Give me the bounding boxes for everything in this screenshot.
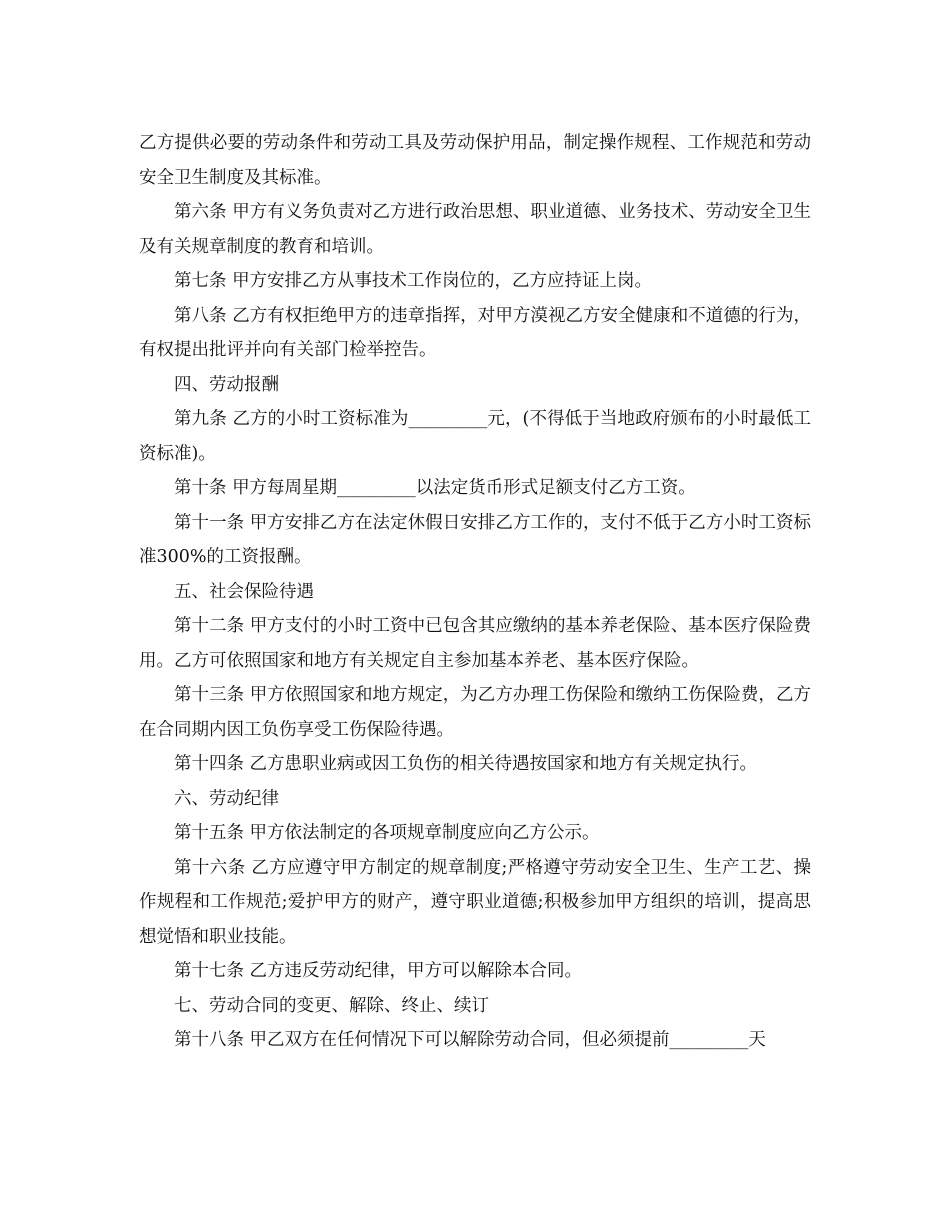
paragraph: 第十三条 甲方依照国家和地方规定，为乙方办理工伤保险和缴纳工伤保险费，乙方在合同期内因工负伤享受工伤保险待遇。 — [139, 685, 811, 740]
paragraph: 第十五条 甲方依法制定的各项规章制度应向乙方公示。 — [174, 823, 600, 843]
paragraph: 七、劳动合同的变更、解除、终止、续订 — [174, 995, 489, 1016]
paragraph: 第十八条 甲乙双方在任何情况下可以解除劳动合同，但必须提前_________天 — [174, 1030, 766, 1050]
paragraph: 六、劳动纪律 — [174, 788, 279, 809]
paragraph: 第六条 甲方有义务负责对乙方进行政治思想、职业道德、业务技术、劳动安全卫生及有关规章制度的教育和培训。 — [139, 202, 811, 257]
paragraph: 第九条 乙方的小时工资标准为_________元，(不得低于当地政府颁布的小时最低工资标准)。 — [139, 409, 811, 464]
paragraph: 第八条 乙方有权拒绝甲方的违章指挥，对甲方漠视乙方安全健康和不道德的行为，有权提出批评并向有关部门检举控告。 — [139, 305, 811, 360]
paragraph: 第十四条 乙方患职业病或因工负伤的相关待遇按国家和地方有关规定执行。 — [174, 754, 758, 774]
paragraph: 四、劳动报酬 — [174, 374, 279, 395]
paragraph: 第十六条 乙方应遵守甲方制定的规章制度;严格遵守劳动安全卫生、生产工艺、操作规程和工作规范;爱护甲方的财产，遵守职业道德;积极参加甲方组织的培训，提高思想觉悟和职业技能。 — [139, 857, 811, 947]
paragraph: 第十二条 甲方支付的小时工资中已包含其应缴纳的基本养老保险、基本医疗保险费用。乙方可依照国家和地方有关规定自主参加基本养老、基本医疗保险。 — [139, 616, 811, 671]
paragraph: 第十一条 甲方安排乙方在法定休假日安排乙方工作的，支付不低于乙方小时工资标准300%的工资报酬。 — [139, 512, 811, 567]
paragraph: 五、社会保险待遇 — [174, 581, 314, 602]
document-body — [139, 126, 811, 1058]
paragraph: 第十条 甲方每周星期_________以法定货币形式足额支付乙方工资。 — [174, 478, 696, 498]
paragraph: 第七条 甲方安排乙方从事技术工作岗位的，乙方应持证上岗。 — [174, 271, 653, 291]
paragraph: 第十七条 乙方违反劳动纪律，甲方可以解除本合同。 — [174, 961, 583, 981]
paragraph: 乙方提供必要的劳动条件和劳动工具及劳动保护用品，制定操作规程、工作规范和劳动安全卫生制度及其标准。 — [139, 133, 811, 188]
